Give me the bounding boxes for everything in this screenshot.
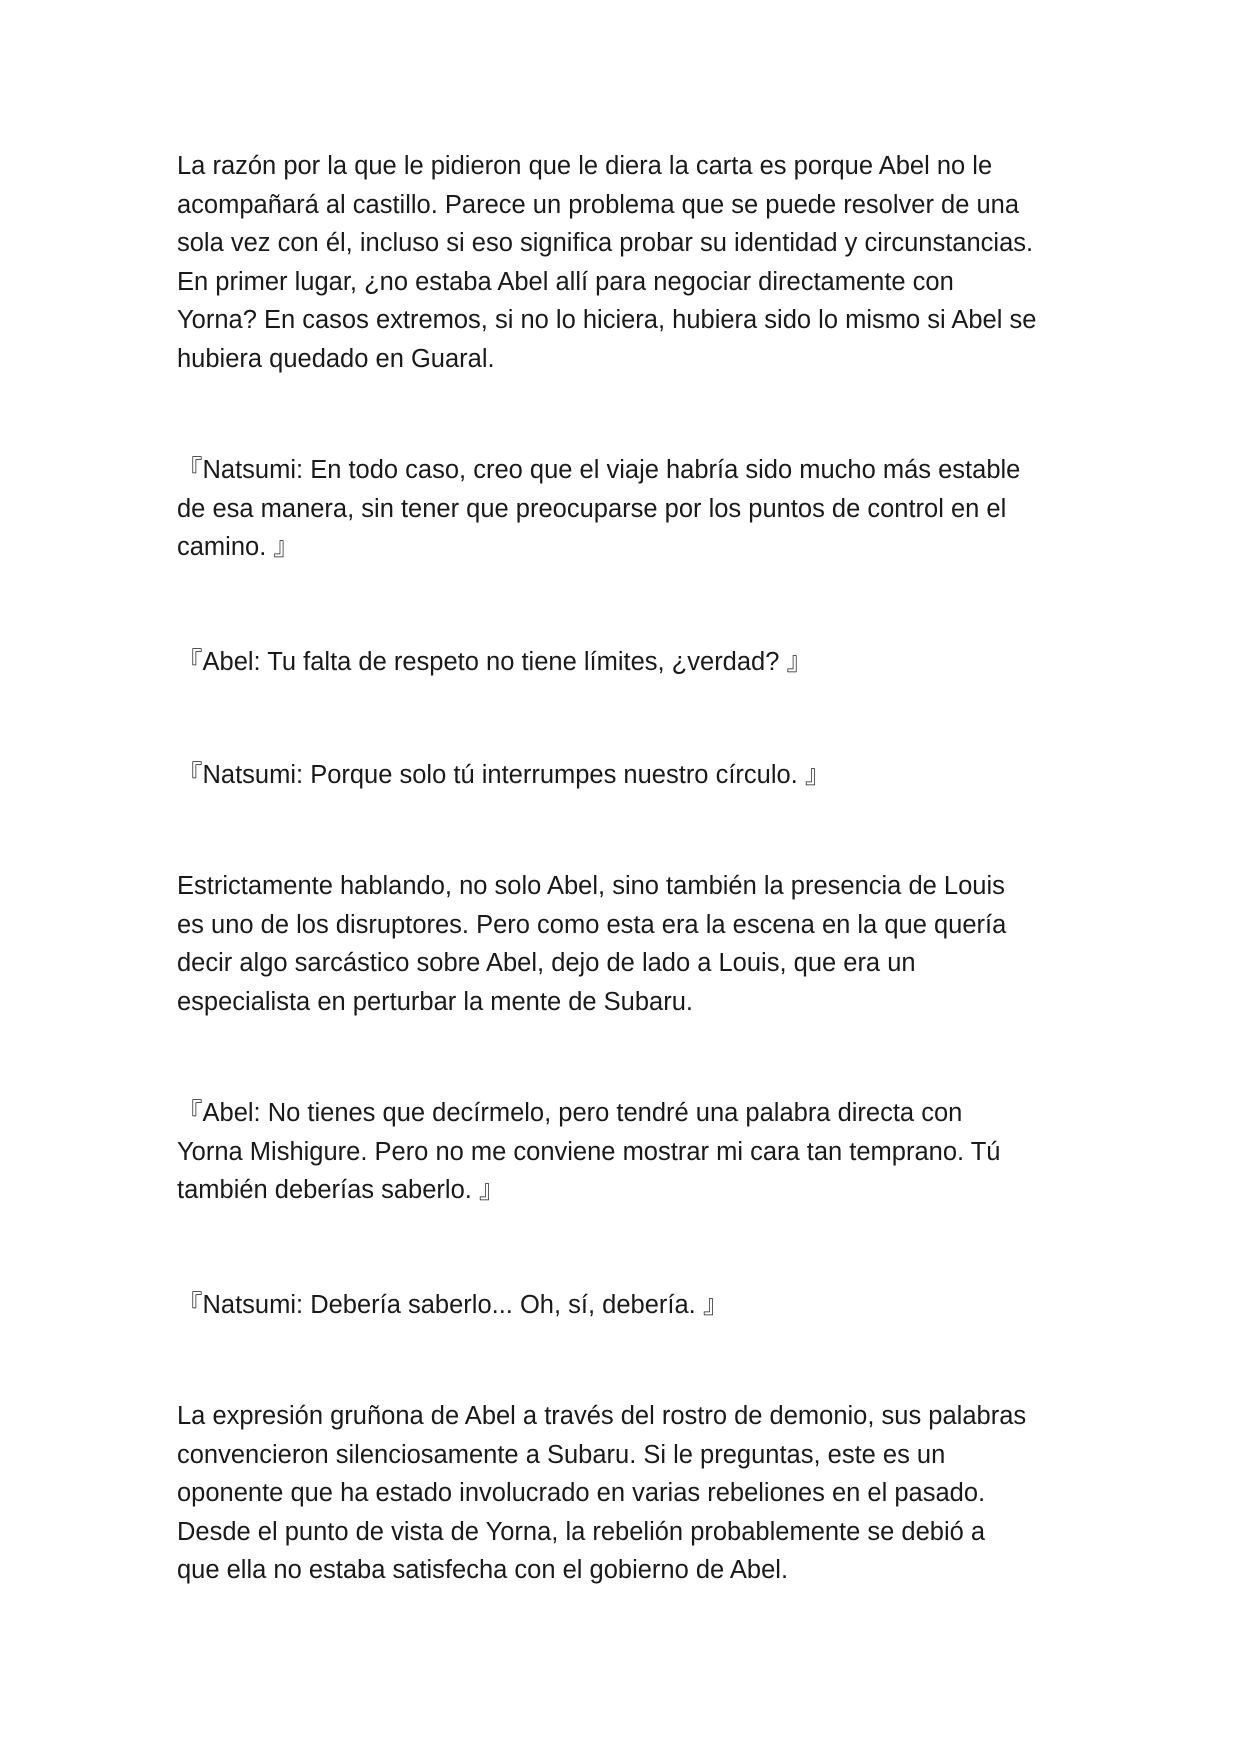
text-line: camino. 』 bbox=[177, 533, 299, 561]
text-line: 『Natsumi: Porque solo tú interrumpes nuestro círculo. 』 bbox=[177, 761, 831, 789]
text-line: que ella no estaba satisfecha con el gobierno de Abel. bbox=[177, 1556, 789, 1584]
text-line: Yorna Mishigure. Pero no me conviene mostrar mi cara tan temprano. Tú bbox=[177, 1137, 1001, 1166]
text-line: 『Natsumi: En todo caso, creo que el viaje habría sido mucho más estable bbox=[177, 456, 1021, 484]
text-line: sola vez con él, incluso si eso significa probar su identidad y circunstancias. bbox=[177, 229, 1034, 257]
text-line: decir algo sarcástico sobre Abel, dejo de lado a Louis, que era un bbox=[177, 949, 916, 977]
dialogue-paragraph-natsumi-1 bbox=[177, 451, 1077, 567]
text-line: Yorna? En casos extremos, si no lo hiciera, hubiera sido lo mismo si Abel se bbox=[177, 306, 1037, 334]
text-line: 『Natsumi: Debería saberlo... Oh, sí, debería. 』 bbox=[177, 1291, 729, 1319]
text-line: Desde el punto de vista de Yorna, la rebelión probablemente se debió a bbox=[177, 1517, 986, 1546]
text-line: de esa manera, sin tener que preocuparse por los puntos de control en el bbox=[177, 494, 1007, 523]
text-line: Estrictamente hablando, no solo Abel, sino también la presencia de Louis bbox=[177, 872, 1005, 900]
text-line: oponente que ha estado involucrado en varias rebeliones en el pasado. bbox=[177, 1479, 986, 1507]
text-line: La expresión gruñona de Abel a través del rostro de demonio, sus palabras bbox=[177, 1402, 1027, 1430]
dialogue-paragraph-natsumi-3 bbox=[177, 1286, 1077, 1325]
dialogue-paragraph-natsumi-2 bbox=[177, 756, 1077, 795]
narration-paragraph-2 bbox=[177, 867, 1077, 1021]
text-line: es uno de los disruptores. Pero como esta era la escena en la que quería bbox=[177, 910, 1007, 939]
text-line: 『Abel: Tu falta de respeto no tiene límites, ¿verdad? 』 bbox=[177, 648, 812, 676]
text-line: convencieron silenciosamente a Subaru. Si le preguntas, este es un bbox=[177, 1440, 946, 1469]
narration-paragraph-1 bbox=[177, 147, 1077, 378]
text-line: especialista en perturbar la mente de Subaru. bbox=[177, 987, 693, 1016]
dialogue-paragraph-abel-1 bbox=[177, 643, 1077, 682]
text-line: La razón por la que le pidieron que le diera la carta es porque Abel no le bbox=[177, 152, 993, 180]
text-line: también deberías saberlo. 』 bbox=[177, 1176, 505, 1204]
text-line: 『Abel: No tienes que decírmelo, pero tendré una palabra directa con bbox=[177, 1099, 963, 1127]
text-line: En primer lugar, ¿no estaba Abel allí para negociar directamente con bbox=[177, 267, 954, 296]
narration-paragraph-3 bbox=[177, 1397, 1077, 1590]
text-line: acompañará al castillo. Parece un problema que se puede resolver de una bbox=[177, 190, 1020, 219]
dialogue-paragraph-abel-2 bbox=[177, 1094, 1077, 1210]
text-line: hubiera quedado en Guaral. bbox=[177, 344, 495, 373]
